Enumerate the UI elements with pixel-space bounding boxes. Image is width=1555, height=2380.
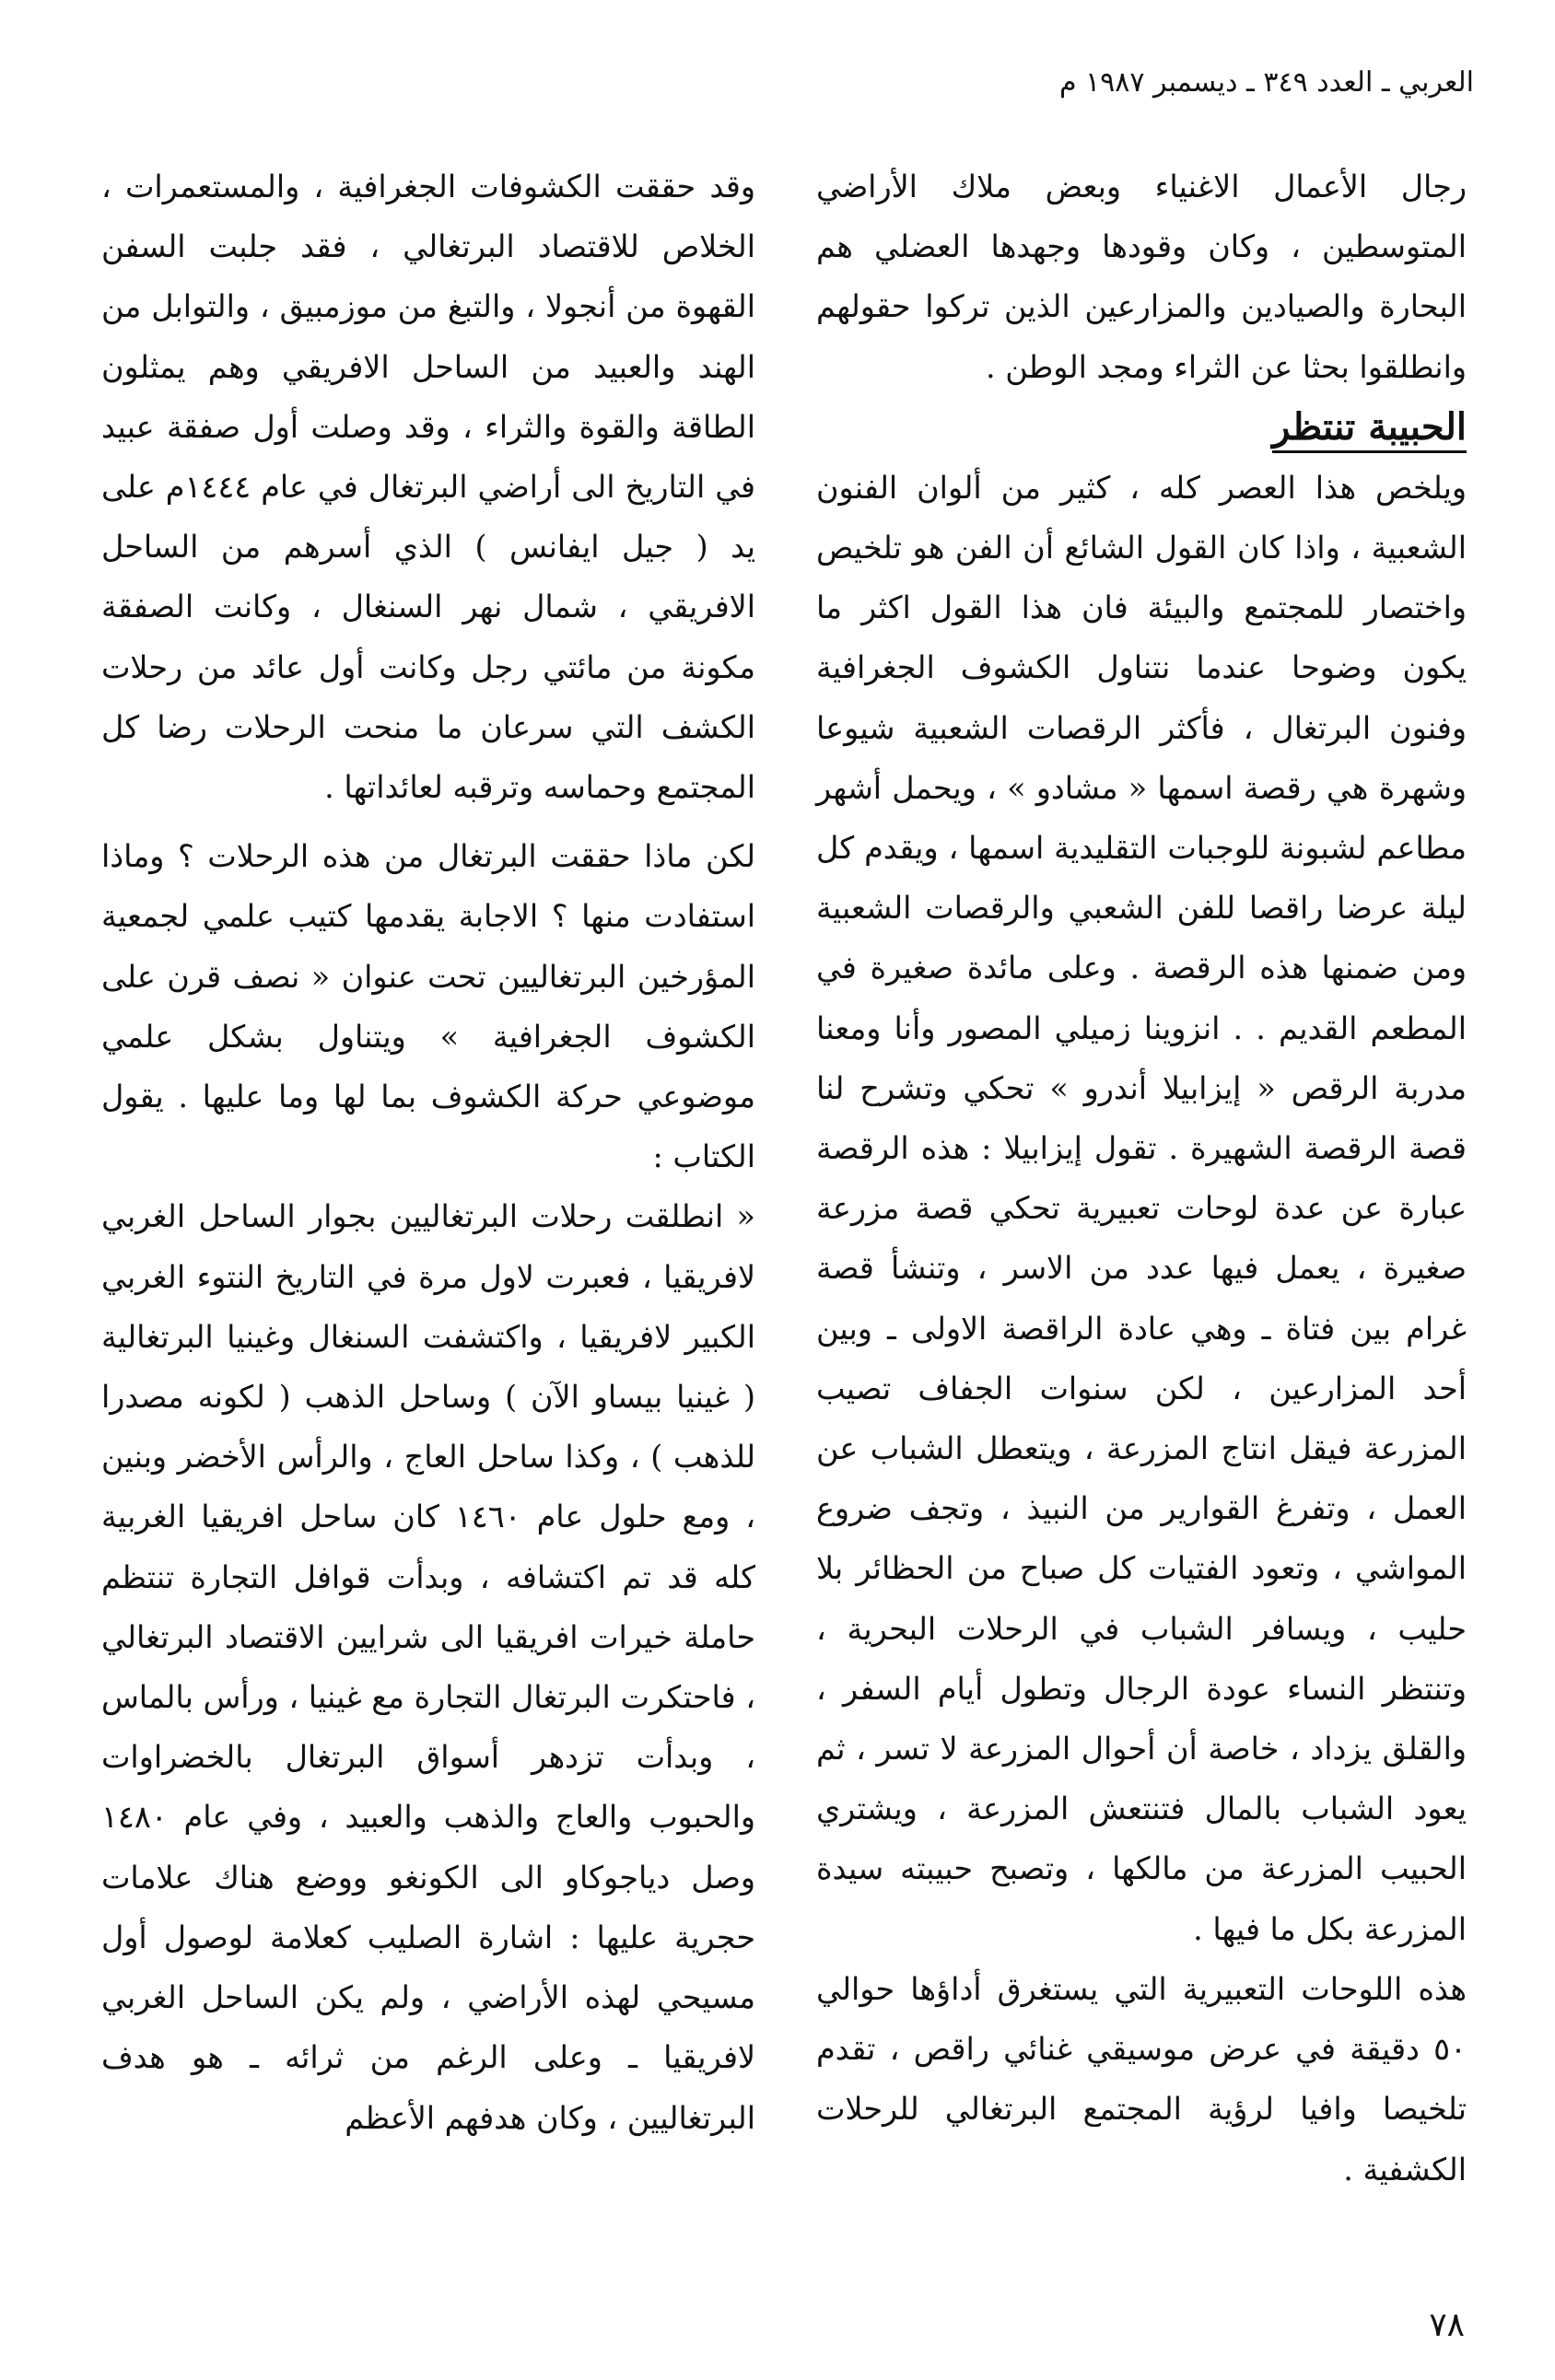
left-paragraph-2: لكن ماذا حققت البرتغال من هذه الرحلات ؟ وماذا استفادت منها ؟ الاجابة يقدمها كتيب علمي لجمعية المؤرخين البرتغاليين تحت عنوان « نصف قرن على الكشوف الجغرافية » ويتناول بشكل علمي موضوعي حركة الكشوف بما لها وما عليها . يقول الكتاب :: [101, 838, 755, 1175]
right-paragraph-2: ويلخص هذا العصر كله ، كثير من ألوان الفنون الشعبية ، واذا كان القول الشائع أن الفن هو تلخيص واختصار للمجتمع والبيئة فان هذا القول اكثر ما يكون وضوحا عندما نتناول الكشوف الجغرافية وفنون البرتغال ، فأكثر الرقصات الشعبية شيوعا وشهرة هي رقصة اسمها « مشادو » ، ويحمل أشهر مطاعم لشبونة للوجبات التقليدية اسمها ، ويقدم كل ليلة عرضا راقصا للفن الشعبي والرقصات الشعبية ومن ضمنها هذه الرقصة . وعلى مائدة صغيرة في المطعم القديم . . انزوينا زميلي المصور وأنا ومعنا مدربة الرقص « إيزابيلا أندرو » تحكي وتشرح لنا قصة الرقصة الشهيرة . تقول إيزابيلا : هذه الرقصة عبارة عن عدة لوحات تعبيرية تحكي قصة مزرعة صغيرة ، يعمل فيها عدد من الاسر ، وتنشأ قصة غرام بين فتاة ـ وهي عادة الراقصة الاولى ـ وبين أحد المزارعين ، لكن سنوات الجفاف تصيب المزرعة فيقل انتاج المزرعة ، ويتعطل الشباب عن العمل ، وتفرغ القوارير من النبيذ ، وتجف ضروع المواشي ، وتعود الفتيات كل صباح من الحظائر بلا حليب ، ويسافر الشباب في الرحلات البحرية ، وتنتظر النساء عودة الرجال وتطول أيام السفر ، والقلق يزداد ، خاصة أن أحوال المزرعة لا تسر ، ثم يعود الشباب بالمال فتنتعش المزرعة ، ويشتري الحبيب المزرعة من مالكها ، وتصبح حبيبته سيدة المزرعة بكل ما فيها .: [816, 469, 1467, 1947]
section-subheading: [816, 397, 1467, 458]
right-column: [816, 157, 1467, 2199]
left-paragraph-3: « انطلقت رحلات البرتغاليين بجوار الساحل الغربي لافريقيا ، فعبرت لاول مرة في التاريخ النتوء الغربي الكبير لافريقيا ، واكتشفت السنغال وغينيا البرتغالية ( غينيا بيساو الآن ) وساحل الذهب ( لكونه مصدرا للذهب ) ، وكذا ساحل العاج ، والرأس الأخضر وبنين ، ومع حلول عام ١٤٦٠ كان ساحل افريقيا الغربية كله قد تم اكتشافه ، وبدأت قوافل التجارة تنتظم حاملة خيرات افريقيا الى شرايين الاقتصاد البرتغالي ، فاحتكرت البرتغال التجارة مع غينيا ، ورأس بالماس ، وبدأت تزدهر أسواق البرتغال بالخضراوات والحبوب والعاج والذهب والعبيد ، وفي عام ١٤٨٠ وصل دياجوكاو الى الكونغو ووضع هناك علامات حجرية عليها : اشارة الصليب كعلامة لوصول أول مسيحي لهذه الأراضي ، ولم يكن الساحل الغربي لافريقيا ـ وعلى الرغم من ثرائه ـ هو هدف البرتغاليين ، وكان هدفهم الأعظم: [101, 1198, 755, 2136]
left-paragraph-1: وقد حققت الكشوفات الجغرافية ، والمستعمرات ، الخلاص للاقتصاد البرتغالي ، فقد جلبت السفن القهوة من أنجولا ، والتبغ من موزمبيق ، والتوابل من الهند والعبيد من الساحل الافريقي وهم يمثلون الطاقة والقوة والثراء ، وقد وصلت أول صفقة عبيد في التاريخ الى أراضي البرتغال في عام ١٤٤٤م على يد ( جيل ايفانس ) الذي أسرهم من الساحل الافريقي ، شمال نهر السنغال ، وكانت الصفقة مكونة من مائتي رجل وكانت أول عائد من رحلات الكشف التي سرعان ما منحت الرحلات رضا كل المجتمع وحماسه وترقبه لعائداتها .: [101, 169, 755, 806]
right-paragraph-1: رجال الأعمال الاغنياء وبعض ملاك الأراضي المتوسطين ، وكان وقودها وجهدها العضلي هم البحارة والصيادين والمزارعين الذين تركوا حقولهم وانطلقوا بحثا عن الثراء ومجد الوطن .: [816, 169, 1467, 385]
left-column: [101, 157, 755, 2148]
subheading-text: الحبيبة تنتظر: [1272, 405, 1467, 453]
running-header: العربي ـ العدد ٣٤٩ ـ ديسمبر ١٩٨٧ م: [1058, 66, 1474, 99]
right-paragraph-3: هذه اللوحات التعبيرية التي يستغرق أداؤها حوالي ٥٠ دقيقة في عرض موسيقي غنائي راقص ، تقدم تلخيصا وافيا لرؤية المجتمع البرتغالي للرحلات الكشفية .: [816, 1970, 1467, 2188]
page-number: ٧٨: [1429, 2306, 1465, 2344]
